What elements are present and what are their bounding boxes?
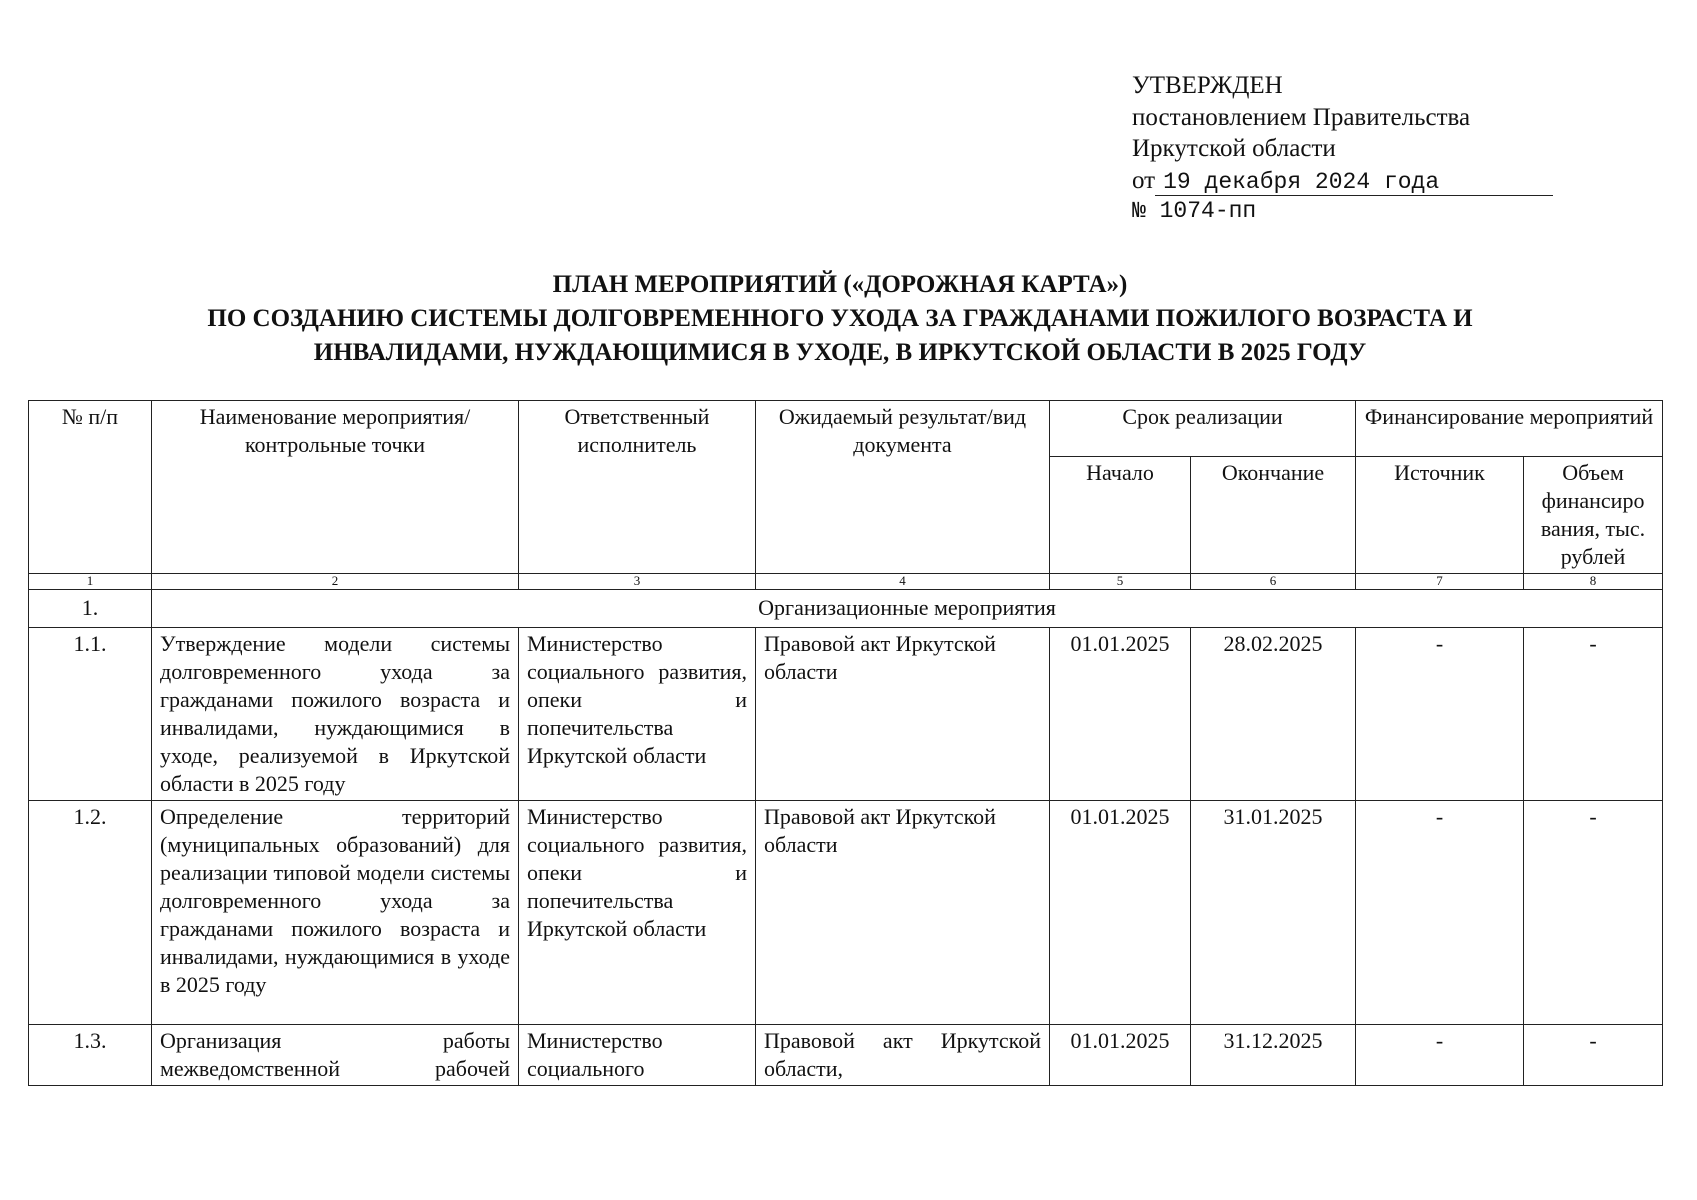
header-result: Ожидаемый результат/вид документа [756, 401, 1050, 574]
approval-date-value: 19 декабря 2024 года [1155, 169, 1553, 196]
approval-number: № 1074-пп [1132, 198, 1257, 224]
column-number: 5 [1050, 574, 1191, 590]
approval-date-prefix: от [1132, 166, 1156, 194]
row-number: 1.2. [29, 801, 152, 1025]
section-number: 1. [29, 590, 152, 628]
table-row [29, 1025, 1663, 1086]
column-number: 8 [1524, 574, 1663, 590]
header-volume: Объем финансиро вания, тыс. рублей [1524, 457, 1663, 574]
title-line-1: ПЛАН МЕРОПРИЯТИЙ («ДОРОЖНАЯ КАРТА») [552, 271, 1128, 298]
column-number: 4 [756, 574, 1050, 590]
header-term: Срок реализации [1050, 401, 1356, 457]
column-number: 3 [519, 574, 756, 590]
row-result: Правовой акт Иркутской области [756, 628, 1050, 801]
approval-heading: УТВЕРЖДЕН [1132, 72, 1283, 99]
row-volume: - [1524, 628, 1663, 801]
document-title [20, 268, 1660, 370]
row-source: - [1356, 628, 1524, 801]
approval-date [1132, 165, 1553, 197]
row-volume: - [1524, 801, 1663, 1025]
header-end: Окончание [1191, 457, 1356, 574]
table-row [29, 628, 1663, 801]
row-source: - [1356, 1025, 1524, 1086]
row-result: Правовой акт Иркутской области [756, 801, 1050, 1025]
header-name: Наименование мероприятия/ контрольные точки [152, 401, 519, 574]
header-financing: Финансирование мероприятий [1356, 401, 1663, 457]
row-start: 01.01.2025 [1050, 801, 1191, 1025]
column-number: 2 [152, 574, 519, 590]
column-number: 1 [29, 574, 152, 590]
row-number: 1.1. [29, 628, 152, 801]
row-start: 01.01.2025 [1050, 628, 1191, 801]
header-responsible: Ответственный исполнитель [519, 401, 756, 574]
approval-stamp [1132, 70, 1553, 228]
row-volume: - [1524, 1025, 1663, 1086]
row-end: 28.02.2025 [1191, 628, 1356, 801]
row-result: Правовой акт Иркутской области, [756, 1025, 1050, 1086]
table-row [29, 801, 1663, 1025]
row-name: Организация работы межведомственной рабочей [152, 1025, 519, 1086]
header-num: № п/п [29, 401, 152, 574]
row-number: 1.3. [29, 1025, 152, 1086]
title-line-3: ИНВАЛИДАМИ, НУЖДАЮЩИМИСЯ В УХОДЕ, В ИРКУТСКОЙ ОБЛАСТИ В 2025 ГОДУ [313, 339, 1367, 366]
row-end: 31.01.2025 [1191, 801, 1356, 1025]
row-responsible: Министерство социального развития, опеки и попечительства Иркутской области [519, 801, 756, 1025]
row-start: 01.01.2025 [1050, 1025, 1191, 1086]
column-number: 6 [1191, 574, 1356, 590]
header-row-1 [29, 401, 1663, 457]
column-number-row [29, 574, 1663, 590]
section-title: Организационные мероприятия [152, 590, 1663, 628]
approval-line-2: Иркутской области [1132, 135, 1336, 162]
header-source: Источник [1356, 457, 1524, 574]
title-line-2: ПО СОЗДАНИЮ СИСТЕМЫ ДОЛГОВРЕМЕННОГО УХОДА ЗА ГРАЖДАНАМИ ПОЖИЛОГО ВОЗРАСТА И [207, 305, 1473, 332]
plan-table [28, 400, 1663, 1086]
row-end: 31.12.2025 [1191, 1025, 1356, 1086]
row-responsible: Министерство социального развития, опеки и попечительства Иркутской области [519, 628, 756, 801]
row-name: Определение территорий (муниципальных образований) для реализации типовой модели системы долговременного ухода за гражданами пожилого возраста и инвалидами, нуждающимися в уходе в 2025 году [152, 801, 519, 1025]
column-number: 7 [1356, 574, 1524, 590]
header-start: Начало [1050, 457, 1191, 574]
section-row [29, 590, 1663, 628]
approval-line-1: постановлением Правительства [1132, 103, 1471, 131]
row-responsible: Министерство социального [519, 1025, 756, 1086]
row-name: Утверждение модели системы долговременного ухода за гражданами пожилого возраста и инвалидами, нуждающимися в уходе, реализуемой в Иркутской области в 2025 году [152, 628, 519, 801]
row-source: - [1356, 801, 1524, 1025]
